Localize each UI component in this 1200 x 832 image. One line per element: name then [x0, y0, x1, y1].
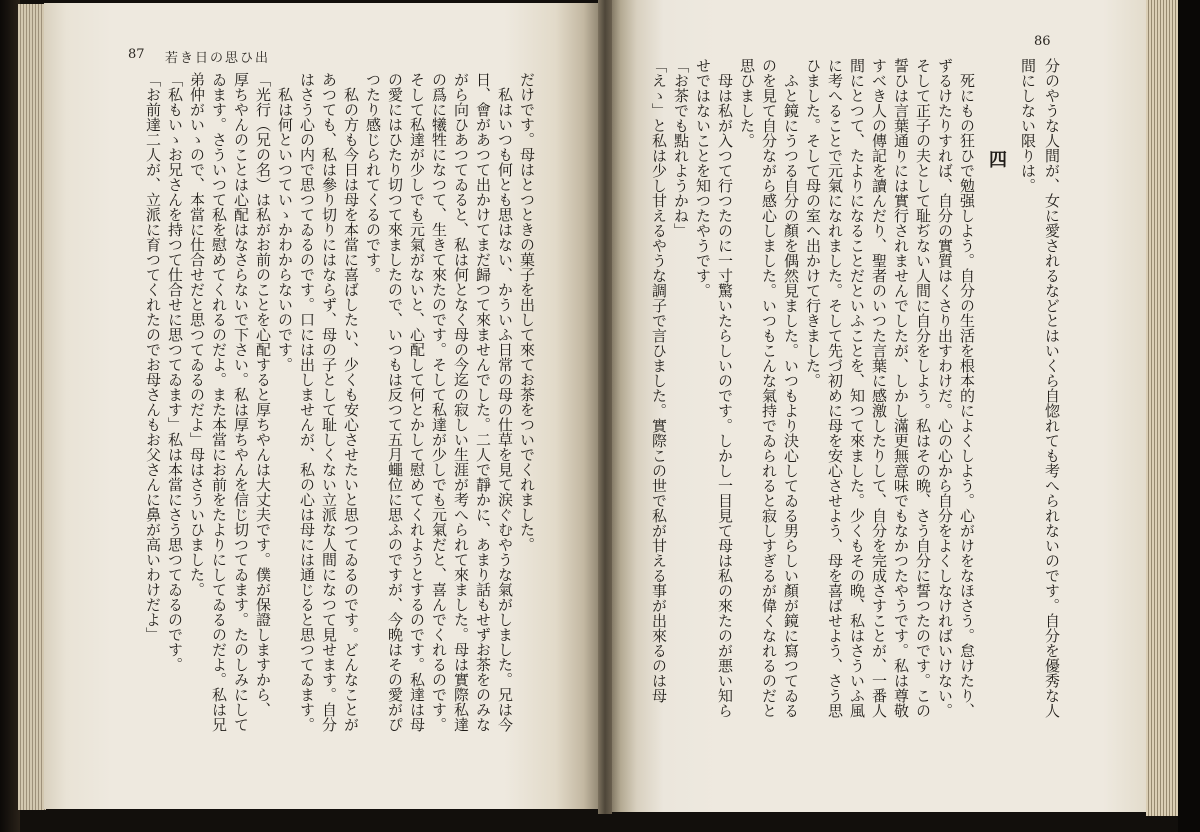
text-column: 死にもの狂ひで勉强しよう。自分の生活を根本的によくしよう。心がけをなほさう。怠けたり、: [958, 73, 976, 718]
text-column: の愛にはひたり切つて來ましたので、いつもは反つて五月蠅位に思ふのですが、今晩はその愛がぴ: [386, 72, 404, 732]
text-column: ふと鏡にうつる自分の顏を偶然見ました。いつもより決心してゐる男らしい顏が鏡に寫つてゐる: [782, 73, 800, 718]
text-column: ずるけたりすれば、自分の實質はくさり出すわけだ。心の心から自分をよくしなければいけない。: [936, 58, 954, 718]
text-column: あつても、私は參り切りにはならず、母の子として耻しくない立派な人間になつて見せます。自分: [320, 72, 338, 732]
text-column: 誓ひは言葉通りには實行されませんでしたが、しかし滿更無意味でもなかつたやうです。私は尊敬: [892, 58, 910, 718]
text-column: ひました。そして母の室へ出かけて行きました。: [804, 58, 822, 388]
text-column: のを見て自分ながら感心しました。いつもこんな氣持でゐられると寂しすぎるが偉くなれるのだと: [760, 58, 778, 718]
text-column: 「私もいゝお兄さんを持つて仕合せに思つてゐます」私は本當にさう思つてゐるのです。: [166, 72, 184, 672]
text-column: 私はいつも何とも思はない、かういふ日常の母の仕草を見て涙ぐむやうな氣がしました。兄は今: [496, 87, 514, 732]
text-column: ゐます。さういつて私を慰めてくれるのだよ。また本當にお前をたよりにしてゐるのだよ。私は兄: [210, 72, 228, 732]
text-column: はさう心の内で思つてゐるのです。口には出しませんが、私の心は母には通じると思つてゐます。: [298, 72, 316, 732]
text-column: の爲に犧牲になつて、生きて來たのです。そして私達が少しでも元氣だと、喜んでくれるのです。: [430, 72, 448, 732]
text-column: に考へることで元氣になれました。そして先づ初めに母を安心させよう、母を喜ばせよう、さう思: [826, 58, 844, 718]
page-number: 86: [1034, 34, 1051, 49]
text-column: 間にとつて、たよりになることだといふことを、知つて來ました。少くもその晩、私はさういふ風: [848, 58, 866, 718]
section-heading: 四: [986, 150, 1007, 168]
running-title: 若き日の思ひ出: [165, 51, 271, 66]
text-column: 弟仲がいゝので、本當に仕合せだと思つてゐるのだよ」母はさういひました。: [188, 72, 206, 597]
text-column: がら向ひあつてゐると、私は何となく母の今迄の寂しい生涯が考へられて來ました。母は實際私達: [452, 72, 470, 732]
text-column: そして私達が少しでも元氣がないと、心配して何とかして慰めてくれようとするのです。私達は母: [408, 72, 426, 732]
text-column: 「えゝ」と私は少し甘えるやうな調子で言ひました。實際この世で私が甘える事が出來るのは母: [650, 58, 668, 703]
text-column: つたり感じられてくるのです。: [364, 72, 382, 282]
text-column: だけです。母はとつときの菓子を出して來てお茶をついでくれました。: [518, 72, 536, 552]
text-column: 母は私が入つて行つたのに一寸驚いたらしいのです。しかし一目見て母は私の來たのが悪い知ら: [716, 73, 734, 718]
text-column: そして正子の夫として耻ぢない人間に自分をしよう。私はその晩、さう自分に誓つたのです。この: [914, 58, 932, 718]
text-column: 私は何といつていゝかわからないのです。: [276, 87, 294, 372]
text-column: 日、會があつて出かけてまだ歸つて來ませんでした。二人で靜かに、あまり話もせずお茶をのみな: [474, 72, 492, 732]
text-column: 厚ちやんのことは心配はなさらないで下さい。私は厚ちやんを信じ切つてゐます。たのしみにして: [232, 72, 250, 732]
text-column: 「お前達二人が、立派に育つてくれたのでお母さんもお父さんに鼻が高いわけだよ」: [144, 72, 162, 642]
text-column: 分のやうな人間が、女に愛されるなどとはいくら自惚れても考へられないのです。自分を優秀な人: [1043, 58, 1061, 718]
text-column: 「光行（兄の名）は私がお前のことを心配すると厚ちやんは大丈夫です。僕が保證しますから、: [254, 72, 272, 717]
text-column: 思ひました。: [738, 58, 756, 148]
text-column: 間にしない限りは。: [1019, 58, 1037, 193]
text-column: せではないことを知つたやうです。: [694, 58, 712, 298]
text-column: 私の方も今日は母を本當に喜ばしたい、少くも安心させたいと思つてゐるのです。どんなことが: [342, 87, 360, 732]
text-column: すべき人の傳記を讀んだり、聖者のいつた言葉に感激したりして、自分を完成さすことが、一番人: [870, 58, 888, 718]
text-column: 「お茶でも點れようかね」: [672, 58, 690, 238]
page-number: 87: [128, 47, 145, 62]
